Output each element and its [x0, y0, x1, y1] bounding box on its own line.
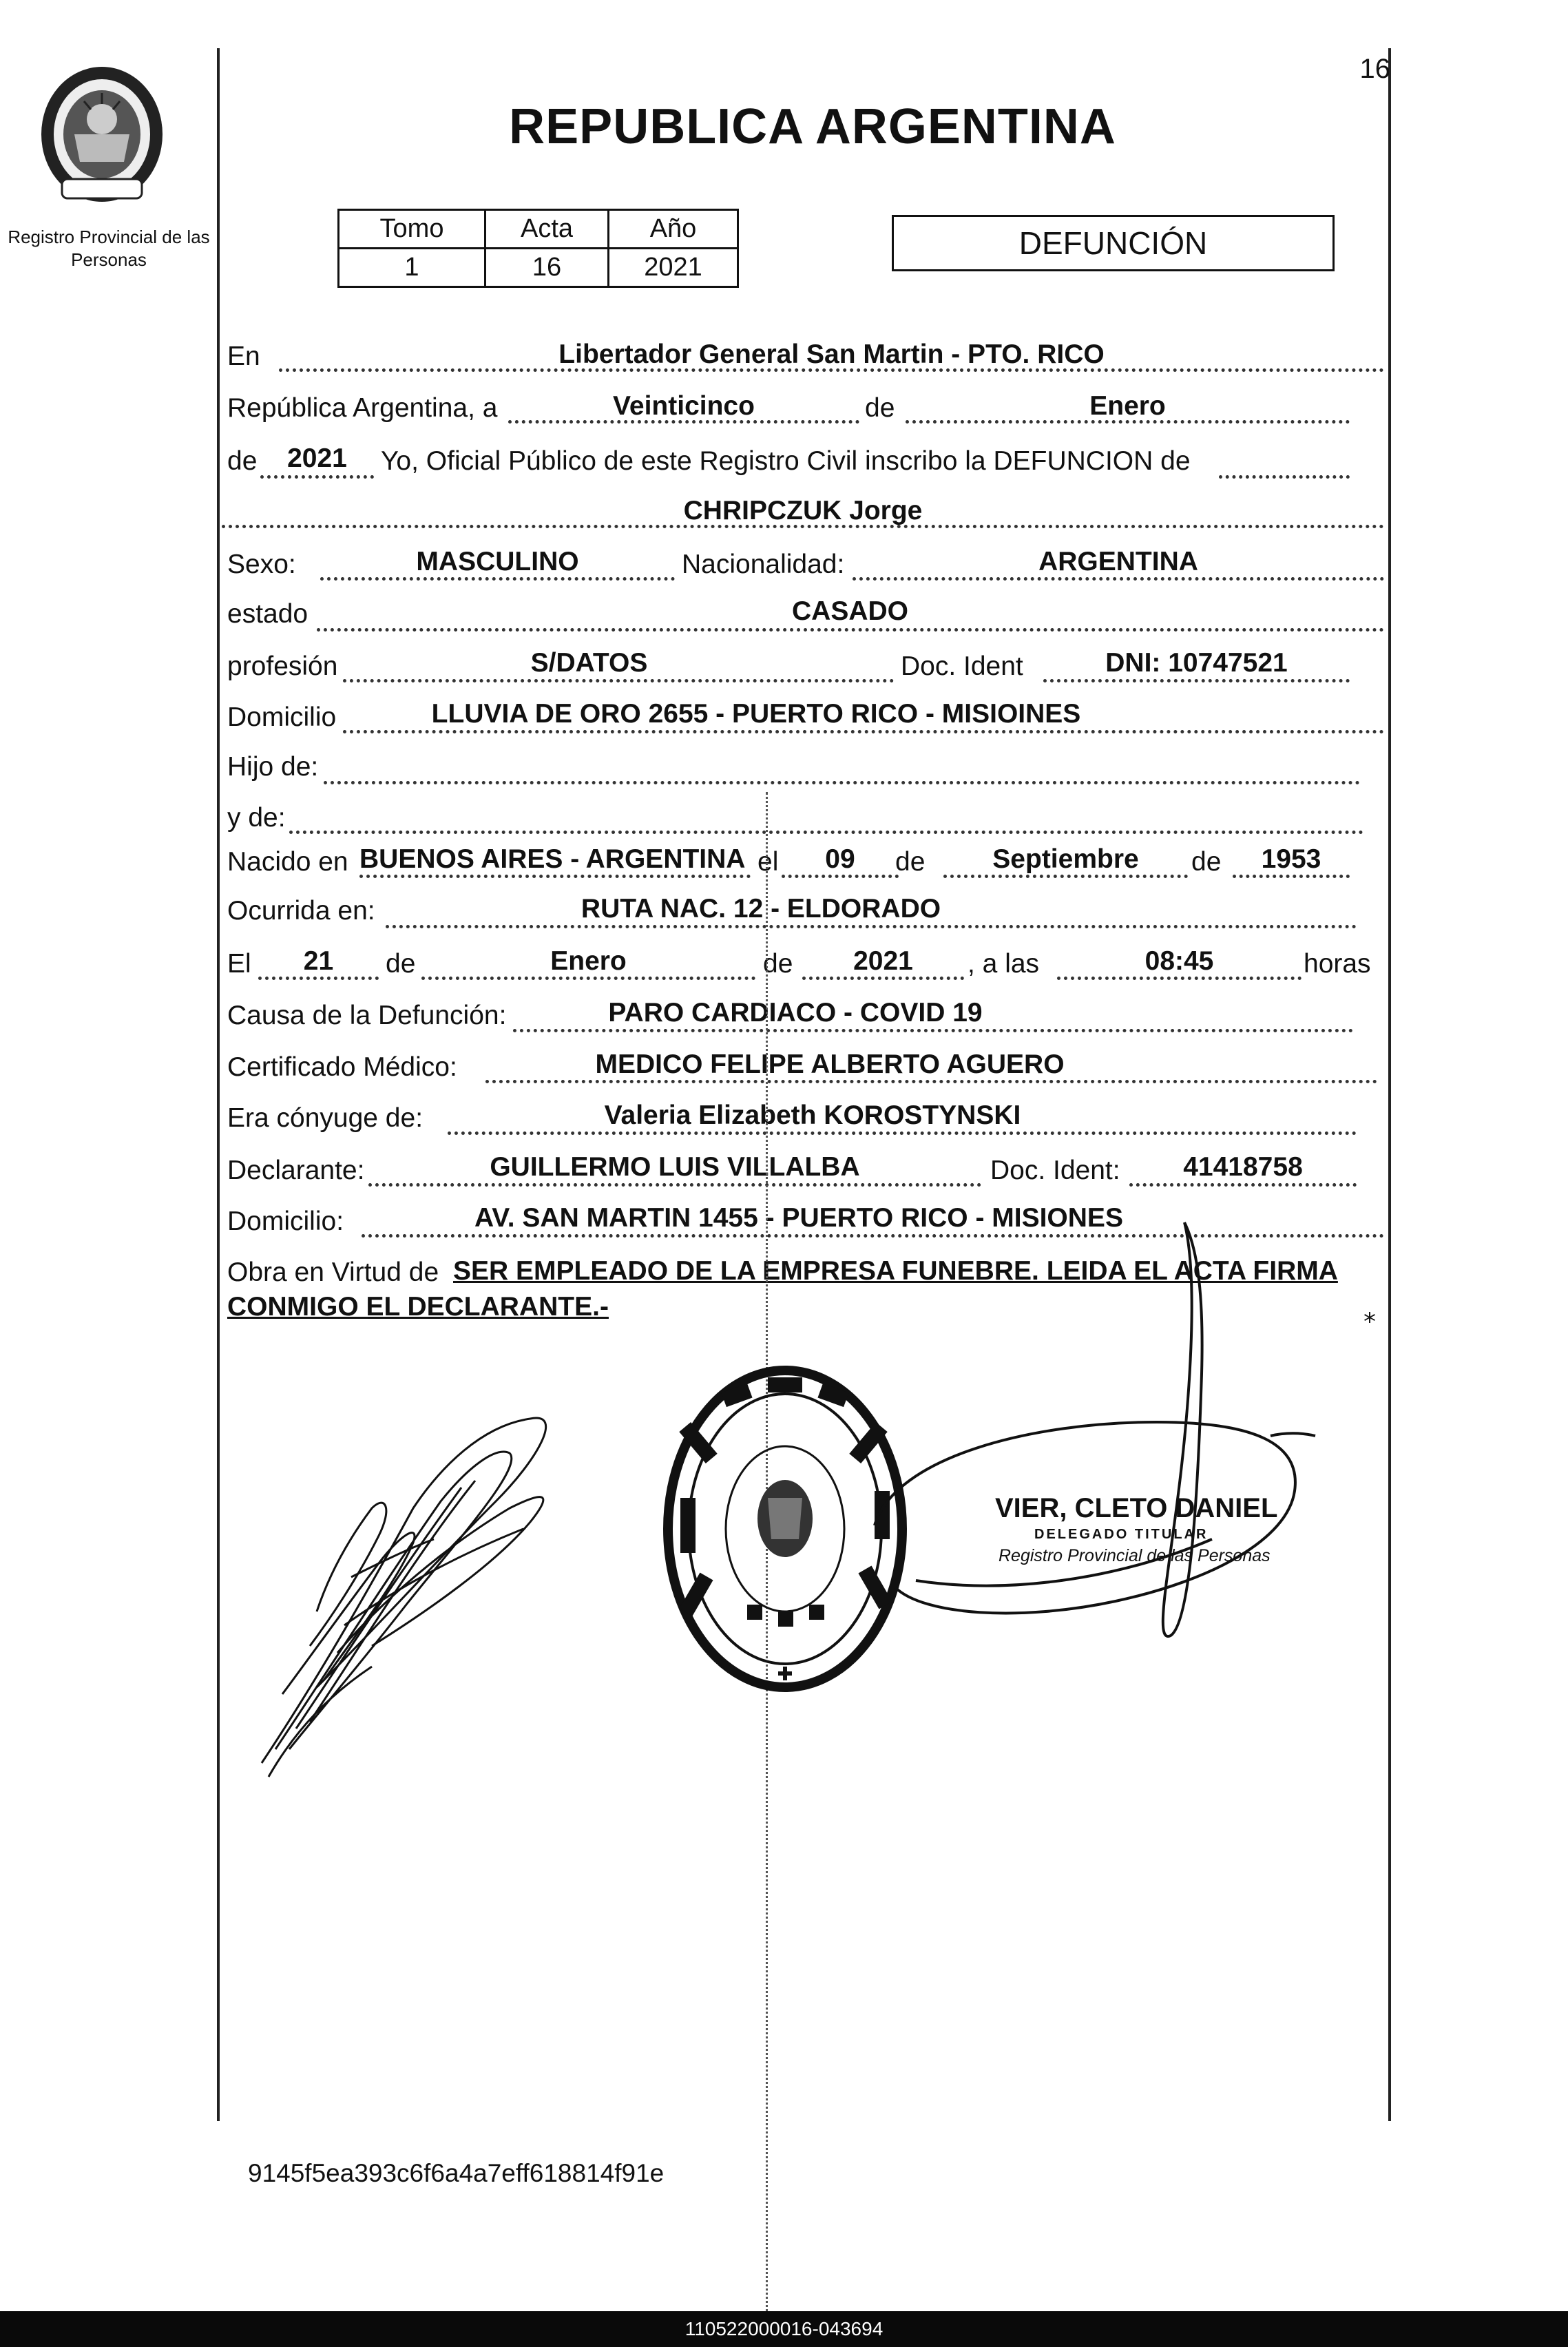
deceased-address: LLUVIA DE ORO 2655 - PUERTO RICO - MISIOINES: [431, 699, 1081, 729]
officer-name: VIER, CLETO DANIEL: [995, 1493, 1278, 1523]
label-el: El: [227, 949, 251, 979]
dotted-line: [343, 730, 1384, 733]
label-ocurrida-en: Ocurrida en:: [227, 896, 375, 926]
dotted-line: [368, 1183, 981, 1187]
province-seal: [33, 59, 171, 207]
basis-line-2: CONMIGO EL DECLARANTE.-: [227, 1292, 609, 1322]
death-year: 2021: [853, 946, 913, 976]
dotted-line: [289, 831, 1363, 834]
acta-value: 16: [485, 249, 609, 287]
corner-mark: ⁎: [1363, 1300, 1376, 1328]
label-hijo-de: Hijo de:: [227, 752, 319, 782]
dotted-line: [343, 679, 894, 682]
label-horas: horas: [1304, 949, 1371, 979]
label-de: de: [895, 847, 926, 877]
anio-value: 2021: [609, 249, 738, 287]
birth-place: BUENOS AIRES - ARGENTINA: [359, 844, 746, 874]
label-certificado: Certificado Médico:: [227, 1052, 457, 1082]
org-name: Registro Provincial de las Personas: [8, 227, 210, 270]
label-obra: Obra en Virtud de: [227, 1258, 439, 1287]
dotted-line: [853, 577, 1384, 581]
page-title: REPUBLICA ARGENTINA: [509, 99, 1116, 154]
label-de: de: [763, 949, 793, 979]
label-conyuge: Era cónyuge de:: [227, 1103, 424, 1133]
dotted-line: [802, 977, 964, 980]
dotted-line: [1219, 475, 1350, 479]
label-y-de: y de:: [227, 803, 286, 833]
dotted-line: [513, 1029, 1353, 1032]
dotted-line: [386, 925, 1357, 928]
officer-role: DELEGADO TITULAR: [1034, 1527, 1209, 1542]
label-domicilio-2: Domicilio:: [227, 1207, 344, 1236]
dotted-line: [485, 1080, 1377, 1083]
dotted-line: [1043, 679, 1350, 682]
left-margin-rule: [217, 48, 220, 2121]
label-en: En: [227, 342, 260, 371]
dotted-line: [317, 628, 1384, 632]
birth-day: 09: [825, 844, 855, 874]
label-de: de: [865, 393, 895, 423]
label-sexo: Sexo:: [227, 550, 296, 579]
officer-signature: [826, 1195, 1350, 1670]
deceased-name: CHRIPCZUK Jorge: [683, 496, 923, 525]
label-el-lower: el: [757, 847, 779, 877]
act-type-box: DEFUNCIÓN: [892, 215, 1335, 271]
basis-line-1: SER EMPLEADO DE LA EMPRESA FUNEBRE. LEIDA EL ACTA FIRMA: [453, 1256, 1338, 1286]
dotted-line: [324, 781, 1360, 784]
death-place: RUTA NAC. 12 - ELDORADO: [581, 894, 941, 924]
label-yo: Yo, Oficial Público de este Registro Civil inscribo la DEFUNCION de: [381, 446, 1191, 476]
declarant-signature: [234, 1405, 592, 1791]
label-domicilio: Domicilio: [227, 702, 337, 732]
dotted-line: [359, 875, 751, 878]
declarant-address: AV. SAN MARTIN 1455 - PUERTO RICO - MISIONES: [474, 1203, 1123, 1233]
dotted-line: [258, 977, 379, 980]
death-time: 08:45: [1144, 946, 1214, 976]
label-estado: estado: [227, 599, 309, 629]
dotted-line: [782, 875, 899, 878]
anio-header: Año: [609, 210, 738, 249]
dotted-line: [448, 1131, 1357, 1135]
label-profesion: profesión: [227, 651, 338, 681]
label-causa: Causa de la Defunción:: [227, 1001, 507, 1030]
dotted-line: [1057, 977, 1302, 980]
label-de: de: [1191, 847, 1222, 877]
label-doc-ident-2: Doc. Ident:: [990, 1156, 1120, 1185]
document-hash: 9145f5ea393c6f6a4a7eff618814f91e: [248, 2159, 665, 2187]
spouse-name: Valeria Elizabeth KOROSTYNSKI: [604, 1101, 1021, 1130]
registration-day: Veinticinco: [613, 391, 755, 421]
label-doc-ident: Doc. Ident: [901, 651, 1023, 681]
page-number: 16: [1359, 54, 1390, 84]
right-margin-rule: [1388, 48, 1391, 2121]
declarant-doc: 41418758: [1183, 1152, 1303, 1182]
label-nacionalidad: Nacionalidad:: [682, 550, 845, 579]
officer-office: Registro Provincial de las Personas: [999, 1546, 1271, 1565]
nationality-value: ARGENTINA: [1038, 547, 1198, 576]
death-day: 21: [303, 946, 334, 976]
death-month: Enero: [550, 946, 627, 976]
label-de: de: [386, 949, 416, 979]
dotted-line: [1129, 1183, 1357, 1187]
registration-month: Enero: [1089, 391, 1166, 421]
label-nacido-en: Nacido en: [227, 847, 348, 877]
registration-year: 2021: [287, 444, 347, 473]
doctor-name: MEDICO FELIPE ALBERTO AGUERO: [595, 1050, 1065, 1079]
tomo-value: 1: [339, 249, 485, 287]
tomo-header: Tomo: [339, 210, 485, 249]
profession-value: S/DATOS: [530, 648, 648, 678]
label-republica: República Argentina, a: [227, 393, 498, 423]
dni-value: DNI: 10747521: [1105, 648, 1288, 678]
reference-table: [337, 209, 739, 288]
dotted-line: [1233, 875, 1350, 878]
footer-code: 110522000016-043694: [684, 2318, 884, 2339]
acta-header: Acta: [485, 210, 609, 249]
dotted-line: [320, 577, 675, 581]
sex-value: MASCULINO: [416, 547, 579, 576]
dotted-line: [260, 475, 374, 479]
birth-year: 1953: [1261, 844, 1321, 874]
label-de: de: [227, 446, 258, 476]
marital-status: CASADO: [792, 596, 909, 626]
dotted-line: [421, 977, 755, 980]
label-a-las: , a las: [968, 949, 1040, 979]
label-declarante: Declarante:: [227, 1156, 365, 1185]
birth-month: Septiembre: [992, 844, 1139, 874]
registry-place: Libertador General San Martin - PTO. RICO: [558, 340, 1105, 369]
death-cause: PARO CARDIACO - COVID 19: [608, 998, 983, 1028]
dotted-line: [943, 875, 1188, 878]
declarant-name: GUILLERMO LUIS VILLALBA: [490, 1152, 860, 1182]
